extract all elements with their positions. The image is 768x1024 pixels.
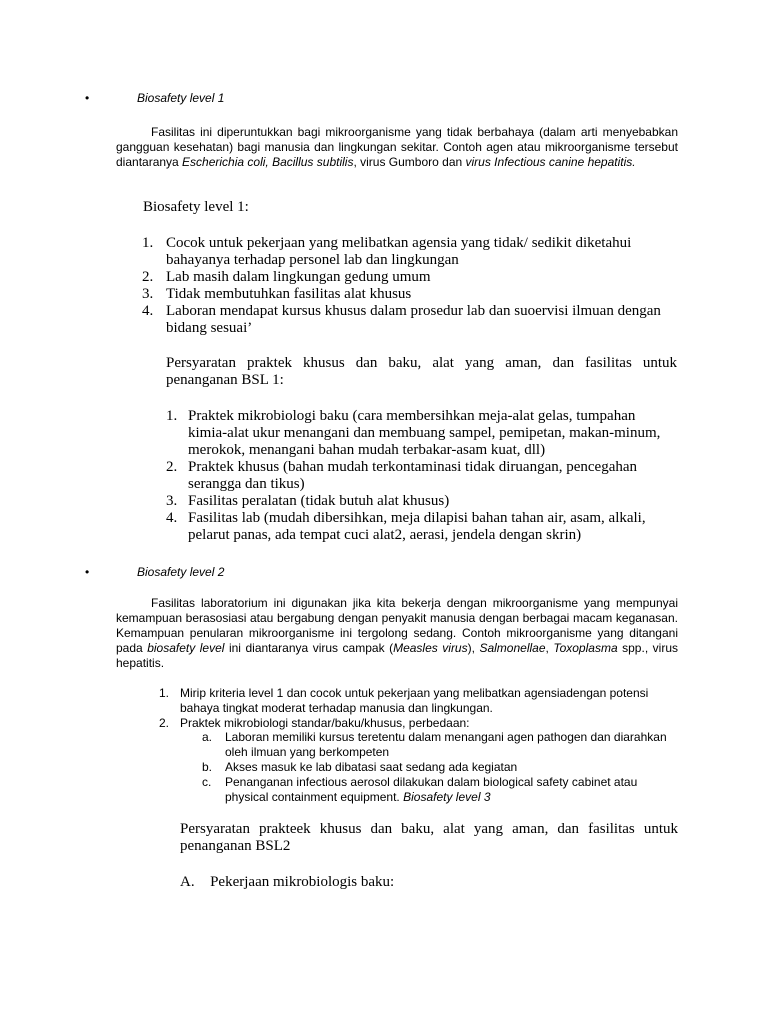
- bsl1-criteria-list: [142, 235, 677, 337]
- bsl2-criteria-list: [159, 686, 678, 731]
- list-text: Akses masuk ke lab dibatasi saat sedang ada kegiatan: [225, 760, 518, 774]
- list-text: Laboran memiliki kursus teretentu dalam menangani agen pathogen dan diarahkan oleh ilmuan yang berkompeten: [225, 730, 667, 759]
- bsl1-paragraph: [116, 125, 678, 170]
- list-number: a.: [202, 730, 213, 744]
- list-number: 1.: [159, 686, 170, 700]
- list-number: 4.: [166, 510, 178, 526]
- list-text: Mirip kriteria level 1 dan cocok untuk pekerjaan yang melibatkan agensiadengan potensi bahaya tingkat moderat terhadap manusia dan lingkungan.: [180, 686, 649, 715]
- list-text: Tidak membutuhkan fasilitas alat khusus: [166, 286, 412, 302]
- list-italic-text: Biosafety level 3: [403, 790, 491, 804]
- bullet-icon: •: [85, 91, 90, 105]
- list-number: 3.: [166, 493, 178, 509]
- list-text: Fasilitas lab (mudah dibersihkan, meja dilapisi bahan tahan air, asam, alkali, pelarut panas, ada tempat cuci alat2, aerasi, jendela dengan skrin): [188, 510, 646, 543]
- list-item: [202, 730, 678, 760]
- list-item: [202, 775, 678, 805]
- subheading-text: Pekerjaan mikrobiologis baku:: [210, 874, 395, 890]
- list-text: Cocok untuk pekerjaan yang melibatkan agensia yang tidak/ sedikit diketahui bahayanya terhadap personel lab dan lingkungan: [166, 235, 632, 268]
- paragraph-run: virus Infectious canine hepatitis.: [465, 155, 636, 169]
- list-number: c.: [202, 775, 212, 789]
- paragraph-run: ),: [467, 641, 480, 655]
- list-text: Praktek mikrobiologi baku (cara membersihkan meja-alat gelas, tumpahan kimia-alat ukur menangani dan membuang sampel, pemipetan, makan-minum, merokok, menangani bahan mudah terbakar-asam kuat, dll): [188, 408, 661, 458]
- list-item: [142, 235, 677, 269]
- list-number: 2.: [142, 269, 154, 285]
- list-text: Penanganan infectious aerosol dilakukan dalam biological safety cabinet atau physical containment equipment.: [225, 775, 638, 804]
- paragraph-run: , virus Gumboro dan: [353, 155, 466, 169]
- list-number: b.: [202, 760, 213, 774]
- bsl2-paragraph: [116, 596, 678, 671]
- paragraph-run: Fasilitas ini diperuntukkan bagi mikroorganisme yang tidak berbahaya (dalam arti menyebabkan gangguan kesehatan) bagi manusia dan lingkungan sekitar. Contoh agen atau mikroorganisme tersebut diantaranya: [116, 125, 678, 169]
- list-text: Fasilitas peralatan (tidak butuh alat khusus): [188, 493, 450, 509]
- paragraph-run: Escherichia coli, Bacillus subtilis: [182, 155, 354, 169]
- list-item: [142, 269, 677, 286]
- list-number: 1.: [166, 408, 178, 424]
- subheading-letter: A.: [180, 874, 195, 890]
- bsl2-requirements-heading: Persyaratan prakteek khusus dan baku, alat yang aman, dan fasilitas untuk penanganan BSL2: [180, 821, 678, 854]
- list-number: 2.: [166, 459, 178, 475]
- paragraph-run: Salmonellae: [479, 641, 546, 655]
- list-item: [142, 286, 677, 303]
- list-item: [202, 760, 678, 775]
- list-text: Laboran mendapat kursus khusus dalam prosedur lab dan suoervisi ilmuan dengan bidang sesuai’: [166, 303, 661, 336]
- bsl1-serif-heading: Biosafety level 1:: [143, 199, 249, 215]
- paragraph-run: Toxoplasma: [553, 641, 618, 655]
- list-item: [159, 686, 678, 716]
- paragraph-run: ,: [545, 641, 554, 655]
- paragraph-run: Measles virus: [393, 641, 468, 655]
- bsl2-heading: Biosafety level 2: [137, 565, 225, 579]
- list-item: [166, 510, 678, 544]
- paragraph-run: ini diantaranya virus campak (: [224, 641, 394, 655]
- bsl2-heading-row: [85, 565, 225, 580]
- bsl2-differences-list: [202, 730, 678, 805]
- list-item: [166, 493, 678, 510]
- bsl1-heading: Biosafety level 1: [137, 91, 225, 105]
- bsl1-requirements-list: [166, 408, 678, 544]
- bsl2-subheading-a: [180, 874, 394, 891]
- list-item: [142, 303, 677, 337]
- paragraph-run: spp., virus hepatitis.: [116, 641, 678, 670]
- list-text: Praktek khusus (bahan mudah terkontaminasi tidak diruangan, pencegahan serangga dan tikus): [188, 459, 638, 492]
- bsl1-requirements-heading: Persyaratan praktek khusus dan baku, alat yang aman, dan fasilitas untuk penanganan BSL 1:: [166, 355, 677, 388]
- list-number: 4.: [142, 303, 154, 319]
- list-number: 1.: [142, 235, 154, 251]
- paragraph-run: biosafety level: [147, 641, 225, 655]
- list-item: [159, 716, 678, 731]
- list-number: 3.: [142, 286, 154, 302]
- list-item: [166, 459, 678, 493]
- list-number: 2.: [159, 716, 170, 730]
- list-text: Lab masih dalam lingkungan gedung umum: [166, 269, 431, 285]
- bullet-icon: •: [85, 565, 90, 579]
- list-item: [166, 408, 678, 459]
- list-text: Praktek mikrobiologi standar/baku/khusus, perbedaan:: [180, 716, 470, 730]
- paragraph-run: Fasilitas laboratorium ini digunakan jika kita bekerja dengan mikroorganisme yang mempunyai kemampuan berasosiasi atau bergabung dengan penyakit manusia dengan berbagai macam keganasan. Kemampuan penularan mikroorganisme ini tergolong sedang. Contoh mikroorganisme yang ditangani pada: [116, 596, 678, 655]
- bsl1-heading-row: [85, 91, 225, 106]
